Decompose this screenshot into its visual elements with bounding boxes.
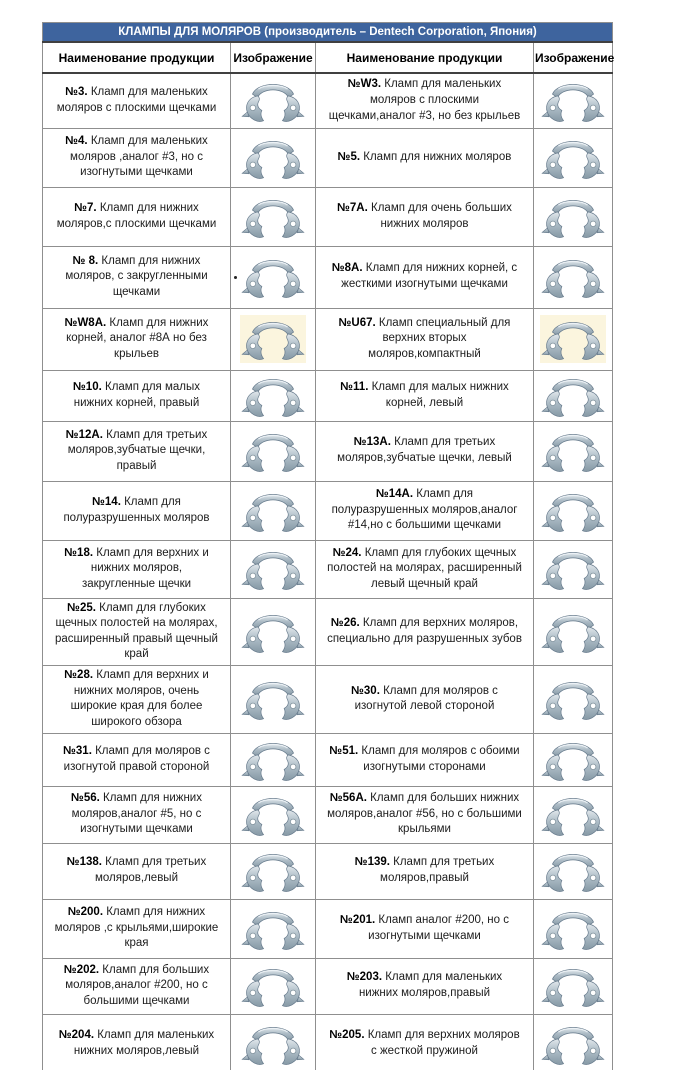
product-name-cell: [316, 370, 534, 421]
product-name-cell: [316, 786, 534, 843]
product-image-cell: [231, 370, 316, 421]
scan-artifact-dot: [234, 276, 237, 279]
table-row: [43, 540, 613, 598]
product-description: Кламп для маленьких моляров с плоскими щечками,аналог #3, но без крыльев: [328, 78, 521, 122]
product-description: Кламп для глубоких щечных полостей на молярах, расширенный левый щечный край: [327, 546, 522, 590]
product-name-cell: [43, 421, 231, 481]
product-image-cell: [534, 308, 613, 370]
product-image-cell: [231, 73, 316, 128]
table-row: [43, 128, 613, 187]
product-image-cell: [534, 733, 613, 786]
product-number: №205.: [329, 1029, 365, 1042]
product-description: Кламп для третьих моляров,зубчатые щечки, левый: [337, 436, 512, 464]
product-image-cell: [231, 481, 316, 540]
product-name-cell: [43, 246, 231, 308]
product-number: №200.: [67, 906, 104, 919]
product-image-cell: [534, 370, 613, 421]
product-name-cell: [316, 187, 534, 246]
product-description: Кламп для нижних моляров: [360, 150, 512, 163]
product-name-cell: [316, 246, 534, 308]
product-description: Кламп специальный для верхних вторых моляров,компактный: [368, 316, 511, 360]
product-description: Кламп для нижних моляров ,с крыльями,широкие края: [54, 906, 219, 950]
product-description: Кламп для моляров с изогнутой правой стороной: [63, 744, 210, 773]
product-image-cell: [534, 421, 613, 481]
product-description: Кламп для третьих моляров,правый: [380, 856, 495, 884]
product-number: №56А.: [329, 792, 367, 805]
table-row: [43, 73, 613, 128]
table-row: [43, 421, 613, 481]
product-number: №W3.: [347, 78, 382, 91]
product-description: Кламп для глубоких щечных полостей на молярах, расширенный правый щечный край: [55, 601, 218, 661]
table-title: КЛАМПЫ ДЛЯ МОЛЯРОВ: [118, 26, 262, 38]
table-subtitle: (производитель – Dentech Corporation, Япония): [264, 26, 537, 38]
product-number: №202.: [63, 963, 100, 976]
product-image-cell: [231, 187, 316, 246]
clamp-photo-icon: [240, 847, 306, 895]
product-number: №5.: [337, 150, 361, 163]
clamp-photo-icon: [240, 791, 306, 839]
product-number: №139.: [354, 856, 390, 869]
product-name-cell: [43, 666, 231, 734]
product-description: Кламп для очень больших нижних моляров: [367, 201, 512, 230]
product-image-cell: [231, 421, 316, 481]
product-number: № 8.: [72, 254, 99, 267]
product-description: Кламп для полуразрушенных моляров,аналог #14,но с большими щечками: [331, 488, 518, 532]
clamp-photo-icon: [240, 427, 306, 475]
table-row: [43, 958, 613, 1014]
product-name-cell: [316, 843, 534, 899]
product-name-cell: [43, 308, 231, 370]
clamp-photo-icon: [240, 193, 306, 241]
product-description: Кламп для нижних моляров,аналог #5, но с изогнутыми щечками: [71, 792, 202, 836]
product-description: Кламп для больших моляров,аналог #200, но с большими щечками: [65, 963, 210, 1007]
product-name-cell: [43, 1014, 231, 1070]
product-image-cell: [534, 481, 613, 540]
product-image-cell: [534, 540, 613, 598]
product-description: Кламп для нижних корней, с жесткими изогнутыми щечками: [341, 262, 518, 290]
product-description: Кламп аналог #200, но с изогнутыми щечками: [368, 913, 509, 942]
product-image-cell: [231, 843, 316, 899]
product-image-cell: [534, 666, 613, 734]
clamp-photo-icon: [540, 545, 606, 593]
column-header-name: Наименование продукции: [316, 42, 534, 73]
product-name-cell: [316, 128, 534, 187]
product-number: №201.: [340, 913, 376, 926]
product-image-cell: [534, 598, 613, 666]
product-number: №204.: [58, 1029, 95, 1042]
product-number: №14.: [92, 495, 121, 508]
product-name-cell: [43, 958, 231, 1014]
clamp-photo-icon: [240, 372, 306, 420]
product-name-cell: [316, 540, 534, 598]
product-number: №18.: [64, 546, 94, 559]
clamp-photo-icon: [540, 315, 606, 363]
product-name-cell: [43, 370, 231, 421]
product-name-cell: [316, 421, 534, 481]
product-description: Кламп для верхних и нижних моляров, очень широкие края для более широкого обзора: [70, 669, 209, 728]
product-description: Кламп для малых нижних корней, левый: [368, 380, 509, 409]
table-row: [43, 308, 613, 370]
product-number: №3.: [65, 86, 88, 99]
clamp-photo-icon: [540, 134, 606, 182]
product-description: Кламп для маленьких нижних моляров,левый: [73, 1029, 215, 1057]
product-image-cell: [534, 1014, 613, 1070]
clamp-photo-icon: [540, 253, 606, 301]
product-number: №30.: [351, 684, 380, 697]
product-description: Кламп для полуразрушенных моляров: [63, 495, 210, 524]
product-number: №14А.: [375, 488, 414, 501]
table-row: [43, 1014, 613, 1070]
product-number: №4.: [65, 135, 88, 148]
product-number: №24.: [332, 546, 362, 559]
clamp-photo-icon: [240, 545, 306, 593]
clamp-photo-icon: [540, 608, 606, 656]
product-image-cell: [231, 598, 316, 666]
product-number: №7.: [74, 201, 97, 214]
product-image-cell: [231, 1014, 316, 1070]
product-number: №10.: [72, 380, 102, 393]
title-row: [43, 23, 613, 43]
product-description: Кламп для нижних корней, аналог #8А но без крыльев: [66, 316, 209, 360]
product-name-cell: [43, 843, 231, 899]
product-name-cell: [43, 786, 231, 843]
column-header-name: Наименование продукции: [43, 42, 231, 73]
table-row: [43, 598, 613, 666]
clamp-photo-icon: [240, 315, 306, 363]
product-number: №203.: [346, 971, 383, 984]
product-image-cell: [534, 786, 613, 843]
table-row: [43, 187, 613, 246]
product-image-cell: [534, 899, 613, 958]
product-name-cell: [316, 1014, 534, 1070]
clamp-photo-icon: [540, 193, 606, 241]
clamp-photo-icon: [540, 675, 606, 723]
product-description: Кламп для маленьких нижних моляров,правый: [358, 971, 503, 999]
table-row: [43, 843, 613, 899]
product-name-cell: [316, 481, 534, 540]
product-image-cell: [534, 128, 613, 187]
product-description: Кламп для моляров с изогнутой левой стороной: [354, 684, 498, 713]
product-name-cell: [43, 733, 231, 786]
product-image-cell: [231, 899, 316, 958]
product-image-cell: [231, 733, 316, 786]
clamp-photo-icon: [540, 847, 606, 895]
product-description: Кламп для верхних моляров с жесткой пружиной: [364, 1029, 520, 1057]
product-image-cell: [534, 187, 613, 246]
clamp-photo-icon: [240, 77, 306, 125]
product-name-cell: [316, 666, 534, 734]
product-name-cell: [316, 958, 534, 1014]
product-number: №7А.: [337, 201, 368, 214]
clamp-photo-icon: [240, 962, 306, 1010]
product-description: Кламп для маленьких моляров ,аналог #3, но с изогнутыми щечками: [70, 135, 208, 179]
clamp-photo-icon: [240, 905, 306, 953]
product-number: №12А.: [65, 428, 103, 441]
product-name-cell: [316, 598, 534, 666]
table-row: [43, 481, 613, 540]
product-description: Кламп для маленьких моляров с плоскими щечками: [56, 86, 217, 114]
column-header-image: Изображение: [534, 42, 613, 73]
clamp-photo-icon: [540, 791, 606, 839]
product-number: №25.: [67, 601, 96, 614]
table-row: [43, 733, 613, 786]
product-description: Кламп для третьих моляров,левый: [95, 856, 207, 884]
product-name-cell: [43, 128, 231, 187]
product-description: Кламп для малых нижних корней, правый: [73, 380, 200, 409]
table-row: [43, 666, 613, 734]
product-number: №W8A.: [64, 316, 107, 329]
product-number: №11.: [340, 380, 369, 393]
column-header-image: Изображение: [231, 42, 316, 73]
clamp-photo-icon: [240, 675, 306, 723]
clamp-photo-icon: [540, 1020, 606, 1068]
product-number: №8А.: [331, 262, 363, 275]
clamp-photo-icon: [540, 962, 606, 1010]
product-name-cell: [43, 481, 231, 540]
clamp-photo-icon: [540, 905, 606, 953]
product-number: №13А.: [353, 436, 391, 449]
product-name-cell: [43, 187, 231, 246]
clamp-photo-icon: [240, 736, 306, 784]
clamp-photo-icon: [240, 487, 306, 535]
product-name-cell: [43, 598, 231, 666]
product-name-cell: [316, 899, 534, 958]
table-title-bar: [43, 23, 613, 43]
column-header-row: [43, 42, 613, 73]
product-description: Кламп для верхних моляров, специально для разрушенных зубов: [327, 617, 522, 645]
table-row: [43, 786, 613, 843]
clamp-photo-icon: [240, 1020, 306, 1068]
clamp-photo-icon: [540, 736, 606, 784]
product-image-cell: [231, 246, 316, 308]
table-row: [43, 246, 613, 308]
product-description: Кламп для третьих моляров,зубчатые щечки, правый: [67, 428, 208, 472]
product-description: Кламп для нижних моляров,с плоскими щечками: [56, 201, 217, 230]
clamp-photo-icon: [240, 253, 306, 301]
product-description: Кламп для больших нижних моляров,аналог #56, но с большими крыльями: [327, 792, 522, 836]
clamp-photo-icon: [540, 372, 606, 420]
product-description: Кламп для моляров с обоими изогнутыми сторонами: [358, 744, 520, 773]
product-image-cell: [534, 246, 613, 308]
product-image-cell: [231, 540, 316, 598]
product-number: №28.: [64, 669, 94, 681]
clamp-photo-icon: [540, 427, 606, 475]
product-image-cell: [231, 308, 316, 370]
product-image-cell: [534, 843, 613, 899]
product-number: №31.: [63, 744, 92, 757]
product-image-cell: [534, 958, 613, 1014]
product-name-cell: [43, 540, 231, 598]
product-description: Кламп для нижних моляров, с закругленными щечками: [65, 254, 208, 298]
product-number: №51.: [329, 744, 359, 757]
table-row: [43, 899, 613, 958]
product-name-cell: [316, 73, 534, 128]
product-number: №26.: [330, 617, 360, 630]
clamp-photo-icon: [540, 487, 606, 535]
clamp-photo-icon: [240, 134, 306, 182]
clamp-photo-icon: [540, 77, 606, 125]
product-name-cell: [43, 73, 231, 128]
product-description: Кламп для верхних и нижних моляров, закругленные щечки: [81, 546, 209, 590]
product-number: №138.: [66, 856, 102, 869]
product-name-cell: [43, 899, 231, 958]
product-image-cell: [534, 73, 613, 128]
product-image-cell: [231, 128, 316, 187]
product-name-cell: [316, 733, 534, 786]
table-row: [43, 370, 613, 421]
product-number: №U67.: [338, 316, 376, 329]
product-name-cell: [316, 308, 534, 370]
product-number: №56.: [71, 792, 100, 805]
clamp-photo-icon: [240, 608, 306, 656]
product-image-cell: [231, 666, 316, 734]
product-image-cell: [231, 958, 316, 1014]
clamps-table: [42, 22, 613, 1070]
product-image-cell: [231, 786, 316, 843]
